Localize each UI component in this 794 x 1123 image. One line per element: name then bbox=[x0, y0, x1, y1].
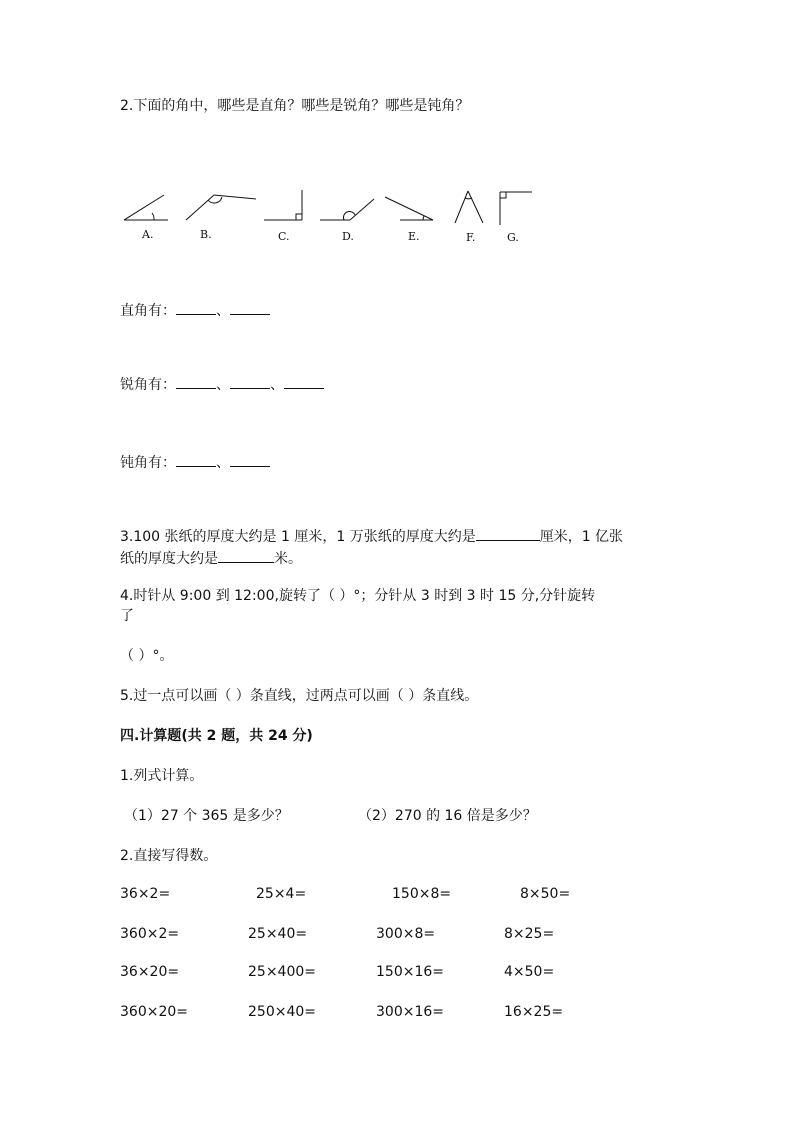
angle-a bbox=[124, 195, 168, 220]
section-title: 四.计算题(共 2 题，共 24 分) bbox=[120, 728, 313, 744]
angle-g bbox=[500, 192, 532, 225]
angle-label-a: A. bbox=[142, 228, 154, 241]
calc-item: 300×8= bbox=[376, 926, 436, 942]
separator: 、 bbox=[216, 303, 230, 319]
obtuse-angles-line bbox=[120, 452, 270, 473]
separator: 、 bbox=[216, 377, 230, 393]
q2-prompt: 2.下面的角中，哪些是直角？哪些是锐角？哪些是钝角？ bbox=[120, 98, 470, 114]
calc-item: 150×8= bbox=[392, 886, 452, 902]
q3-line1 bbox=[120, 526, 623, 547]
separator: 、 bbox=[270, 377, 284, 393]
q4-line2: 了 bbox=[120, 608, 134, 624]
angle-label-c: C. bbox=[278, 230, 290, 243]
answer-blank[interactable] bbox=[176, 300, 216, 315]
calc-item: 36×20= bbox=[120, 964, 180, 980]
angle-label-d: D. bbox=[342, 230, 354, 243]
obtuse-angles-label: 钝角有： bbox=[120, 455, 176, 471]
angle-d bbox=[320, 199, 374, 220]
angle-label-f: F. bbox=[466, 231, 476, 244]
q3-text-a: 3.100 张纸的厚度大约是 1 厘米，1 万张纸的厚度大约是 bbox=[120, 529, 476, 545]
angle-e bbox=[385, 197, 433, 220]
right-angles-line bbox=[120, 300, 270, 321]
answer-blank[interactable] bbox=[176, 374, 216, 389]
calc-item: 25×40= bbox=[248, 926, 308, 942]
calc-item: 250×40= bbox=[248, 1004, 316, 1020]
answer-blank[interactable] bbox=[218, 548, 274, 563]
q3-text-c: 纸的厚度大约是 bbox=[120, 551, 218, 567]
calc-item: 150×16= bbox=[376, 964, 444, 980]
right-angles-label: 直角有： bbox=[120, 303, 176, 319]
calc1-item1: （1）27 个 365 是多少？ bbox=[124, 808, 289, 824]
calc-item: 8×25= bbox=[504, 926, 555, 942]
answer-blank[interactable] bbox=[230, 452, 270, 467]
calc-item: 4×50= bbox=[504, 964, 555, 980]
angle-label-b: B. bbox=[200, 228, 212, 241]
calc-item: 25×400= bbox=[248, 964, 316, 980]
acute-angles-label: 锐角有： bbox=[120, 377, 176, 393]
calc-item: 36×2= bbox=[120, 886, 171, 902]
angle-c bbox=[264, 190, 302, 220]
angle-label-e: E. bbox=[408, 230, 420, 243]
calc2-title: 2.直接写得数。 bbox=[120, 848, 218, 864]
angle-label-g: G. bbox=[507, 231, 519, 244]
angle-f bbox=[455, 191, 483, 223]
separator: 、 bbox=[216, 455, 230, 471]
calc1-item2: （2）270 的 16 倍是多少？ bbox=[358, 808, 537, 824]
answer-blank[interactable] bbox=[176, 452, 216, 467]
calc-item: 8×50= bbox=[520, 886, 571, 902]
q3-text-d: 米。 bbox=[274, 551, 302, 567]
answer-blank[interactable] bbox=[284, 374, 324, 389]
calc-item: 16×25= bbox=[504, 1004, 564, 1020]
q5-text: 5.过一点可以画（ ）条直线，过两点可以画（ ）条直线。 bbox=[120, 688, 479, 704]
angle-b bbox=[186, 195, 256, 220]
calc-item: 360×20= bbox=[120, 1004, 188, 1020]
q4-line1: 4.时针从 9:00 到 12:00,旋转了（ ）°；分针从 3 时到 3 时 15 分,分针旋转 bbox=[120, 588, 596, 604]
q3-text-b: 厘米，1 亿张 bbox=[539, 529, 624, 545]
q4-line3: （ ）°。 bbox=[120, 648, 174, 664]
calc-item: 360×2= bbox=[120, 926, 180, 942]
calc-item: 300×16= bbox=[376, 1004, 444, 1020]
answer-blank[interactable] bbox=[230, 374, 270, 389]
answer-blank[interactable] bbox=[476, 526, 540, 541]
q3-line2 bbox=[120, 548, 302, 569]
answer-blank[interactable] bbox=[230, 300, 270, 315]
calc-item: 25×4= bbox=[256, 886, 307, 902]
angle-figures bbox=[0, 0, 794, 260]
calc1-title: 1.列式计算。 bbox=[120, 768, 204, 784]
acute-angles-line bbox=[120, 374, 324, 395]
